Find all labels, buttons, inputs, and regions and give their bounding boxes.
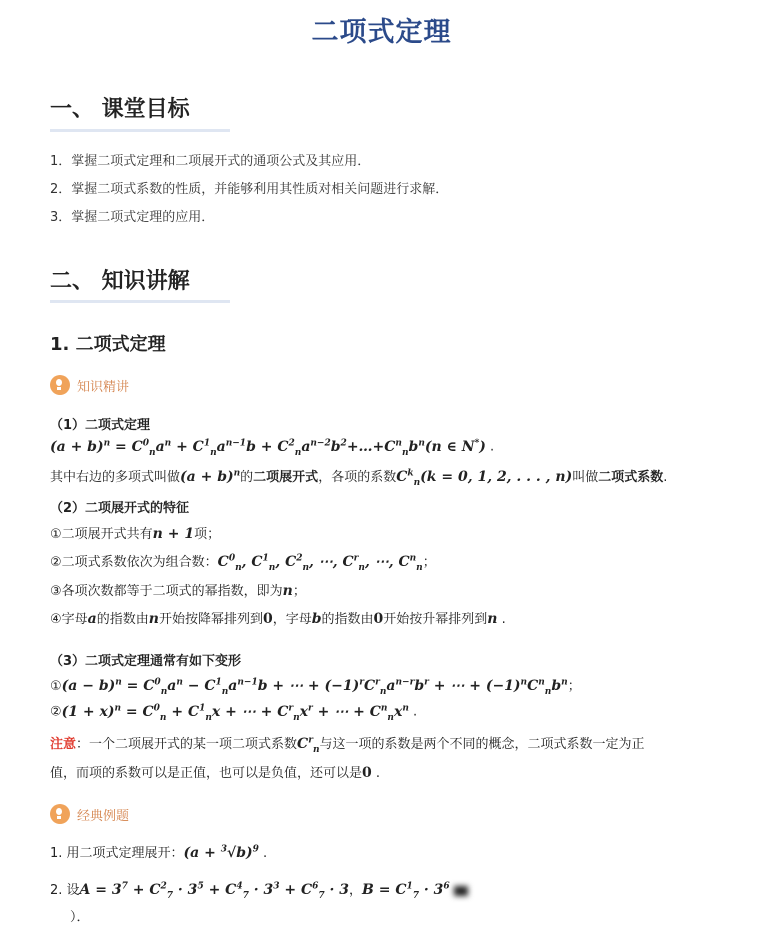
divider	[50, 129, 230, 132]
tag-label: 经典例题	[77, 808, 130, 824]
p2-line: ①二项展开式共有n + 1项；	[50, 526, 221, 542]
note: 值，而项的系数可以是正值，也可以是负值，还可以是0 .	[50, 765, 381, 781]
goal-item: 1．掌握二项式定理和二项展开式的通项公式及其应用．	[50, 154, 371, 169]
tag-label: 知识精讲	[77, 379, 130, 395]
goal-item: 3．掌握二项式定理的应用．	[50, 210, 215, 225]
divider	[50, 300, 230, 303]
p2-line: ②二项式系数依次为组合数：$C^0_n$, $C^1_n$, $C^2_n$, ⋯, $C^r_n$, ⋯, $C^n_n$；	[50, 553, 436, 573]
examples-tag	[50, 804, 129, 824]
formula-variant: ②(1 + $x)^n = C^0_n + C^1_nx$ + ⋯ + $C^r_nx^r$ + ⋯ + $C^n_nx^n$ .	[50, 703, 418, 723]
p1-desc: 其中右边的多项式叫做$(a + b)^n$的二项展开式，各项的系数$C^k_n(k = 0$, 1, 2, . . . , n)叫做二项式系数.	[50, 468, 668, 488]
formula-variant: ①(a − $b)^n = C^0_na^n - C^1_na^{n-1}b$ + ⋯ + $(-1)^rC^r_na^{n-r}b^r$ + ⋯ + $(-1)^nC^n_nb^n$；	[50, 677, 581, 697]
section-heading-goals: 一、 课堂目标	[50, 97, 190, 122]
p2-line: ④字母a的指数由n开始按降幂排列到0，字母b的指数由0开始按升幂排列到n .	[50, 611, 506, 627]
p2-title: （2）二项展开式的特征	[50, 501, 190, 516]
knowledge-tag	[50, 375, 129, 395]
goal-item: 2．掌握二项式系数的性质，并能够利用其性质对相关问题进行求解．	[50, 182, 449, 197]
formula-binomial: $(a + b)^n = C^0_na^n + C^1_na^{n-1}b$ + $C^2_na^{n-2}b^2+\dots+C^n_nb^n(n$ ∈ N*) .	[50, 438, 495, 458]
page-title: 二项式定理	[311, 17, 452, 48]
bulb-icon	[50, 804, 70, 824]
section-heading-knowledge: 二、 知识讲解	[50, 269, 190, 294]
example-2: 2. 设$A = 3^7 + C^2_7 \cdot 3^5 + C^4_7 \cdot 3^3 + C^6_7 \cdot 3$，$B = C^1_7 \cdot 3^6$	[50, 879, 468, 901]
p3-title: （3）二项式定理通常有如下变形	[50, 654, 242, 669]
example-2-tail: ）．	[70, 910, 90, 925]
p1-title: （1）二项式定理	[50, 418, 151, 433]
p2-line: ③各项次数都等于二项式的幂指数，即为n；	[50, 583, 306, 599]
bulb-icon	[50, 375, 70, 395]
note: 注意：一个二项展开式的某一项二项式系数$C^r_n$与这一项的系数是两个不同的概念，二项式系数一定为正	[50, 735, 645, 755]
sub-heading: 1. 二项式定理	[50, 334, 166, 355]
example-1: 1. 用二项式定理展开：$(a + ^3√b)^9$ .	[50, 844, 268, 861]
